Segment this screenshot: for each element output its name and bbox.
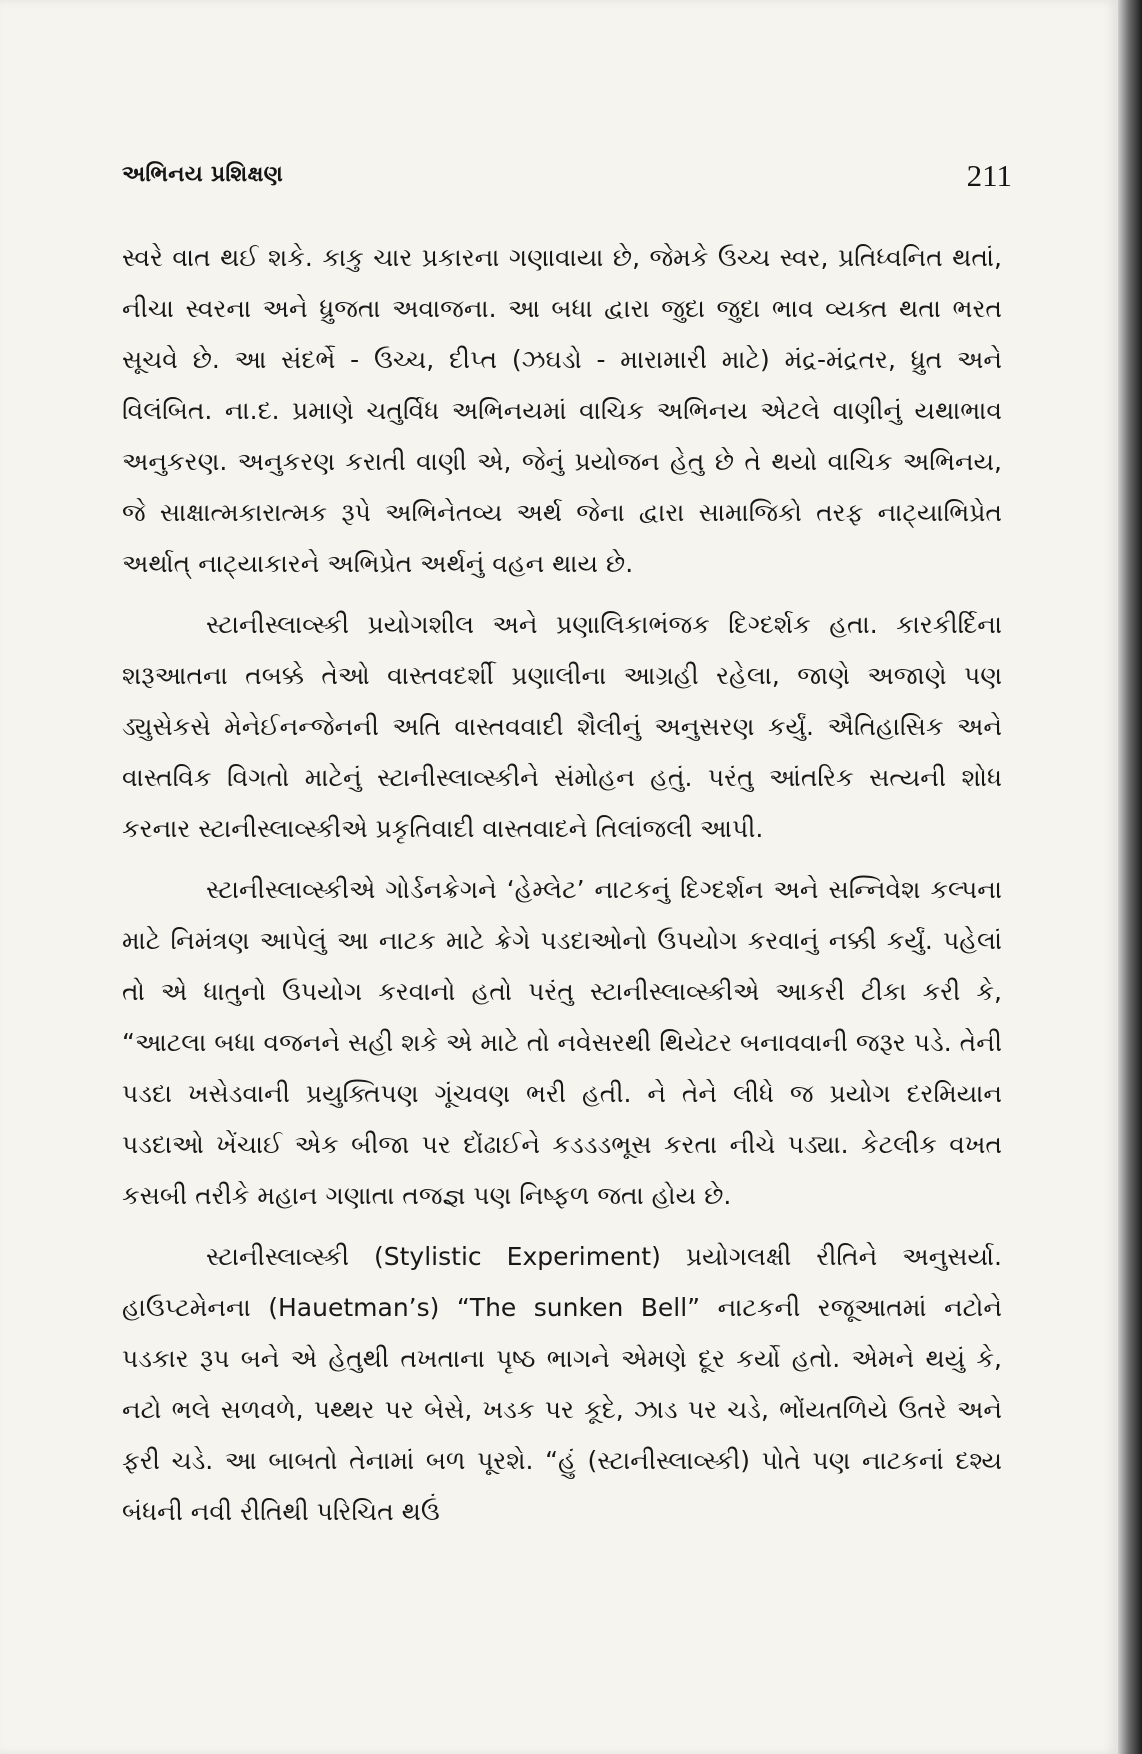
paragraph-2: સ્ટાનીસ્લાવ્સ્કી પ્રયોગશીલ અને પ્રણાલિકાભંજક દિગ્દર્શક હતા. કારકીર્દિના શરૂઆતના તબક્કે તેઓ વાસ્તવદર્શી પ્રણાલીના આગ્રહી રહેલા, જાણે અજાણે પણ ડ્યુસેકસે મેનેઈનન્જેનની અતિ વાસ્તવવાદી શૈલીનું અનુસરણ કર્યું. ઐતિહાસિક અને વાસ્તવિક વિગતો માટેનું સ્ટાનીસ્લાવ્સ્કીને સંમોહન હતું. પરંતુ આંતરિક સત્યની શોધ કરનાર સ્ટાનીસ્લાવ્સ્કીએ પ્રકૃતિવાદી વાસ્તવાદને તિલાંજલી આપી. <box>122 610 1002 843</box>
paragraph-3: સ્ટાનીસ્લાવ્સ્કીએ ગોર્ડનક્રેગને ‘હેમ્લેટ’ નાટકનું દિગ્દર્શન અને સન્નિવેશ કલ્પના માટે નિમંત્રણ આપેલું આ નાટક માટે ક્રેગે પડદાઓનો ઉપયોગ કરવાનું નક્કી કર્યું. પહેલાં તો એ ધાતુનો ઉપયોગ કરવાનો હતો પરંતુ સ્ટાનીસ્લાવ્સ્કીએ આકરી ટીકા કરી કે, “આટલા બધા વજનને સહી શકે એ માટે તો નવેસરથી થિયેટર બનાવવાની જરૂર પડે. તેની પડદા ખસેડવાની પ્રયુક્તિપણ ગૂંચવણ ભરી હતી. ને તેને લીધે જ પ્રયોગ દરમિયાન પડદાઓ ખેંચાઈ એક બીજા પર દોંઢાઈને કડડડભૂસ કરતા નીચે પડ્યા. કેટલીક વખત કસબી તરીકે મહાન ગણાતા તજજ્ઞ પણ નિષ્ફળ જતા હોય છે. <box>122 875 1002 1210</box>
paragraph-1: સ્વરે વાત થઈ શકે. કાકુ ચાર પ્રકારના ગણાવાયા છે, જેમકે ઉચ્ચ સ્વર, પ્રતિધ્વનિત થતાં, નીચા સ્વરના અને ધ્રુજતા અવાજના. આ બધા દ્વારા જુદા જુદા ભાવ વ્યક્ત થતા ભરત સૂચવે છે. આ સંદર્ભે - ઉચ્ચ, દીપ્ત (ઝઘડો - મારામારી માટે) મંદ્ર-મંદ્રતર, ધ્રુત અને વિલંબિત. ના.દ. પ્રમાણે ચતુર્વિધ અભિનયમાં વાચિક અભિનય એટલે વાણીનું યથાભાવ અનુકરણ. અનુકરણ કરાતી વાણી એ, જેનું પ્રયોજન હેતુ છે તે થયો વાચિક અભિનય, જે સાક્ષાત્મકારાત્મક રૂપે અભિનેતવ્ય અર્થ જેના દ્વારા સામાજિકો તરફ નાટ્યાભિપ્રેત અર્થાત્ નાટ્યાકારને અભિપ્રેત અર્થનું વહન થાય છે. <box>122 243 1002 578</box>
page-number: 211 <box>966 158 1012 193</box>
body-text <box>122 232 1002 1547</box>
page-edge-shadow <box>1118 0 1142 1754</box>
paragraph-4: સ્ટાનીસ્લાવ્સ્કી (Stylistic Experiment) પ્રયોગલક્ષી રીતિને અનુસર્યા. હાઉપ્ટમેનના (Hauetman’s) “The sunken Bell” નાટકની રજૂઆતમાં નટોને પડકાર રૂપ બને એ હેતુથી તખતાના પૃષ્ઠ ભાગને એમણે દૂર કર્યો હતો. એમને થયું કે, નટો ભલે સળવળે, પથ્થર પર બેસે, ખડક પર કૂદે, ઝાડ પર ચડે, ભોંયતળિયે ઉતરે અને ફરી ચડે. આ બાબતો તેનામાં બળ પૂરશે. “હું (સ્ટાનીસ્લાવ્સ્કી) પોતે પણ નાટકનાં દશ્ય બંધની નવી રીતિથી પરિચિત થઉં <box>122 1242 1002 1526</box>
running-title: અભિનય પ્રશિક્ષણ <box>122 162 284 187</box>
page-header <box>122 158 1012 198</box>
